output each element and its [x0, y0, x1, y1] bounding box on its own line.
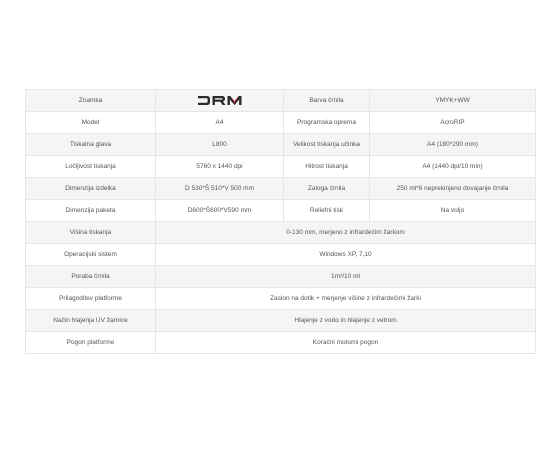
brand-logo-cell — [156, 90, 284, 112]
row-label: Znamka — [26, 90, 156, 112]
table-row — [26, 222, 536, 244]
row-label: Reliefni tisk — [284, 200, 370, 222]
row-label: Dimenzija paketa — [26, 200, 156, 222]
row-value: 1m²/10 ml — [156, 266, 536, 288]
row-value: A4 — [156, 112, 284, 134]
row-value: 0-130 mm, merjeno z infrardečim žarkom — [156, 222, 536, 244]
row-value: AcroRIP — [370, 112, 536, 134]
row-label: Prilagoditev platforme — [26, 288, 156, 310]
row-label: Pogon platforme — [26, 332, 156, 354]
table-row — [26, 90, 536, 112]
row-label: Model — [26, 112, 156, 134]
row-value: Windows XP, 7,10 — [156, 244, 536, 266]
row-value: A4 (1440 dpi/10 min) — [370, 156, 536, 178]
row-label: Dimenzija izdelka — [26, 178, 156, 200]
row-value: Na voljo — [370, 200, 536, 222]
row-label: Hitrost tiskanja — [284, 156, 370, 178]
row-value: YMYK+WW — [370, 90, 536, 112]
row-value: D 530*Š 510*V 500 mm — [156, 178, 284, 200]
row-value: 5760 x 1440 dpi — [156, 156, 284, 178]
row-label: Programska oprema — [284, 112, 370, 134]
row-value: 250 ml*6 neprekinjeno dovajanje črnila — [370, 178, 536, 200]
spec-table-body — [26, 90, 536, 354]
row-label: Barva črnila — [284, 90, 370, 112]
row-value: A4 (180*290 mm) — [370, 134, 536, 156]
table-row — [26, 310, 536, 332]
table-row — [26, 156, 536, 178]
row-value: Zaslon na dotik + merjenje višine z infrardečimi žarki — [156, 288, 536, 310]
table-row — [26, 332, 536, 354]
table-row — [26, 134, 536, 156]
row-label: Tiskalna glava — [26, 134, 156, 156]
row-label: Višina tiskanja — [26, 222, 156, 244]
row-label: Zaloga črnila — [284, 178, 370, 200]
table-row — [26, 178, 536, 200]
row-label: Način hlajenja UV žarnice — [26, 310, 156, 332]
table-row — [26, 200, 536, 222]
drm-logo — [197, 95, 243, 106]
row-label: Poraba črnila — [26, 266, 156, 288]
row-label: Operacijski sistem — [26, 244, 156, 266]
spec-table — [25, 89, 536, 354]
row-label: Velikost tiskanja učinka — [284, 134, 370, 156]
row-label: Ločljivost tiskanja — [26, 156, 156, 178]
row-value: Hlajenje z vodo in hlajenje z vetrom — [156, 310, 536, 332]
table-row — [26, 266, 536, 288]
table-row — [26, 244, 536, 266]
row-value: L800 — [156, 134, 284, 156]
row-value: D600*Š600*V590 mm — [156, 200, 284, 222]
table-row — [26, 112, 536, 134]
row-value: Koračni motorni pogon — [156, 332, 536, 354]
table-row — [26, 288, 536, 310]
